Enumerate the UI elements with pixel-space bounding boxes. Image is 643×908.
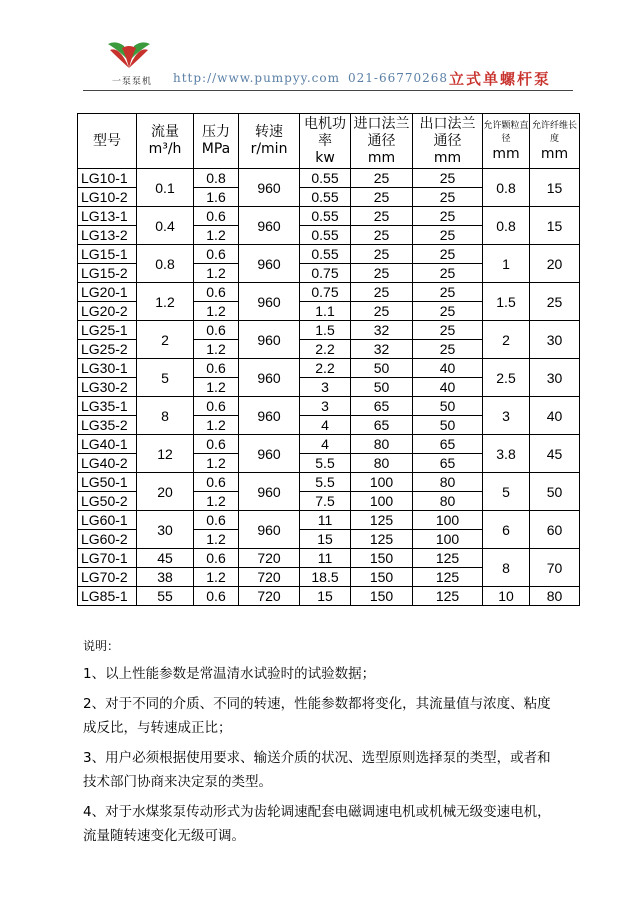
table-cell: LG25-2 xyxy=(78,340,137,359)
column-header-label: 允许纤维长度 xyxy=(531,120,577,144)
table-cell: 30 xyxy=(137,511,194,549)
table-cell: 0.55 xyxy=(300,245,351,264)
table-cell: 0.8 xyxy=(137,245,194,283)
table-cell: 55 xyxy=(137,587,194,606)
table-cell: 0.55 xyxy=(300,226,351,245)
table-cell: 50 xyxy=(413,416,483,435)
table-cell: LG50-1 xyxy=(78,473,137,492)
column-header xyxy=(137,114,194,169)
table-cell: 125 xyxy=(413,549,483,568)
table-cell: LG35-1 xyxy=(78,397,137,416)
table-cell: 8 xyxy=(137,397,194,435)
table-cell: 20 xyxy=(530,245,580,283)
table-cell: 100 xyxy=(413,511,483,530)
table-cell: 50 xyxy=(530,473,580,511)
table-cell: 38 xyxy=(137,568,194,587)
table-cell: 10 xyxy=(483,587,530,606)
column-header xyxy=(239,114,300,169)
table-cell: 100 xyxy=(351,492,413,511)
column-header xyxy=(300,114,351,169)
column-header-unit: mm xyxy=(540,145,569,162)
table-cell: 960 xyxy=(239,207,300,245)
notes-section xyxy=(83,638,563,854)
table-cell: LG35-2 xyxy=(78,416,137,435)
column-header xyxy=(194,114,239,169)
table-cell: 32 xyxy=(351,340,413,359)
table-cell: LG10-2 xyxy=(78,188,137,207)
table-cell: 1.1 xyxy=(300,302,351,321)
table-cell: 50 xyxy=(351,378,413,397)
product-title: 立式单螺杆泵 xyxy=(449,70,552,88)
table-cell: 80 xyxy=(413,473,483,492)
header-divider xyxy=(83,90,573,91)
column-header-label: 进口法兰通径 xyxy=(353,115,410,149)
table-cell: 100 xyxy=(413,530,483,549)
table-cell: 65 xyxy=(413,454,483,473)
table-cell: 0.1 xyxy=(137,169,194,207)
table-cell: 6 xyxy=(483,511,530,549)
table-cell: 3 xyxy=(300,378,351,397)
table-cell: 80 xyxy=(413,492,483,511)
table-cell: 960 xyxy=(239,359,300,397)
table-cell: 0.75 xyxy=(300,264,351,283)
table-cell: LG10-1 xyxy=(78,169,137,188)
table-cell: 960 xyxy=(239,511,300,549)
phone-number: 021-66770268 xyxy=(348,71,449,85)
table-cell: 0.6 xyxy=(194,435,239,454)
table-cell: 1.2 xyxy=(194,378,239,397)
table-row xyxy=(78,397,580,416)
table-cell: 0.6 xyxy=(194,511,239,530)
table-cell: 1.2 xyxy=(194,340,239,359)
table-cell: 25 xyxy=(351,207,413,226)
table-row xyxy=(78,587,580,606)
table-cell: 18.5 xyxy=(300,568,351,587)
note-item: 4、对于水煤浆泵传动形式为齿轮调速配套电磁调速电机或机械无级变速电机，流量随转速变化无级可调。 xyxy=(83,804,551,844)
table-cell: 0.6 xyxy=(194,245,239,264)
table-cell: 5.5 xyxy=(300,454,351,473)
table-cell: 0.6 xyxy=(194,549,239,568)
column-header-unit: MPa xyxy=(201,141,231,157)
table-cell: 15 xyxy=(300,587,351,606)
table-cell: LG60-1 xyxy=(78,511,137,530)
table-cell: 1.6 xyxy=(194,188,239,207)
website-url: http://www.pumpyy.com xyxy=(173,71,340,85)
table-cell: 0.55 xyxy=(300,188,351,207)
table-cell: 0.75 xyxy=(300,283,351,302)
table-cell: 25 xyxy=(413,321,483,340)
table-cell: 2 xyxy=(137,321,194,359)
table-cell: 25 xyxy=(351,283,413,302)
table-cell: 0.6 xyxy=(194,473,239,492)
table-cell: 15 xyxy=(530,207,580,245)
table-row xyxy=(78,511,580,530)
table-cell: 40 xyxy=(413,378,483,397)
table-cell: 25 xyxy=(530,283,580,321)
table-cell: 0.6 xyxy=(194,587,239,606)
table-cell: 0.55 xyxy=(300,169,351,188)
table-cell: 65 xyxy=(351,397,413,416)
table-row xyxy=(78,473,580,492)
table-cell: LG15-2 xyxy=(78,264,137,283)
table-cell: 40 xyxy=(413,359,483,378)
table-cell: LG30-1 xyxy=(78,359,137,378)
table-cell: LG50-2 xyxy=(78,492,137,511)
table-cell: 960 xyxy=(239,473,300,511)
column-header-label: 型号 xyxy=(93,132,121,149)
table-cell: 100 xyxy=(351,473,413,492)
brand-name: 一泵泵机 xyxy=(112,77,153,87)
note-item: 1、以上性能参数是常温清水试验时的试验数据； xyxy=(83,666,376,682)
column-header-label: 出口法兰通径 xyxy=(419,115,476,149)
table-cell: 25 xyxy=(413,207,483,226)
table-cell: 3 xyxy=(483,397,530,435)
table-cell: 65 xyxy=(413,435,483,454)
column-header-unit: mm xyxy=(367,149,396,166)
table-row xyxy=(78,321,580,340)
table-cell: 2.2 xyxy=(300,359,351,378)
column-header xyxy=(413,114,483,169)
table-cell: 25 xyxy=(413,302,483,321)
table-cell: 25 xyxy=(413,283,483,302)
column-header xyxy=(78,114,137,169)
table-cell: LG70-2 xyxy=(78,568,137,587)
table-cell: 0.55 xyxy=(300,207,351,226)
table-cell: 720 xyxy=(239,587,300,606)
table-cell: 1.2 xyxy=(194,416,239,435)
table-cell: 2 xyxy=(483,321,530,359)
table-cell: 960 xyxy=(239,435,300,473)
table-cell: 2.5 xyxy=(483,359,530,397)
table-cell: 0.8 xyxy=(194,169,239,188)
table-cell: LG15-1 xyxy=(78,245,137,264)
table-cell: 1.5 xyxy=(483,283,530,321)
table-cell: 960 xyxy=(239,169,300,207)
table-cell: 25 xyxy=(413,264,483,283)
table-cell: 5 xyxy=(483,473,530,511)
table-cell: 25 xyxy=(413,169,483,188)
table-cell: 25 xyxy=(351,188,413,207)
table-cell: LG13-1 xyxy=(78,207,137,226)
table-cell: 960 xyxy=(239,283,300,321)
column-header-unit: mm xyxy=(492,145,520,162)
table-cell: LG60-2 xyxy=(78,530,137,549)
table-cell: 960 xyxy=(239,397,300,435)
table-cell: 45 xyxy=(530,435,580,473)
table-cell: LG13-2 xyxy=(78,226,137,245)
table-cell: 15 xyxy=(530,169,580,207)
table-cell: 0.4 xyxy=(137,207,194,245)
column-header-unit: mm xyxy=(433,149,462,166)
table-cell: 0.8 xyxy=(483,207,530,245)
column-header-label: 允许颗粒直径 xyxy=(483,120,529,144)
table-cell: 1.2 xyxy=(194,226,239,245)
table-cell: 12 xyxy=(137,435,194,473)
table-cell: 25 xyxy=(351,264,413,283)
table-cell: 1.2 xyxy=(137,283,194,321)
table-cell: 11 xyxy=(300,511,351,530)
table-cell: 960 xyxy=(239,245,300,283)
column-header xyxy=(351,114,413,169)
table-cell: LG40-1 xyxy=(78,435,137,454)
note-item: 2、对于不同的介质、不同的转速，性能参数都将变化，其流量值与浓度、粘度成反比，与转速成正比； xyxy=(83,696,551,736)
table-cell: 0.6 xyxy=(194,397,239,416)
table-cell: LG20-2 xyxy=(78,302,137,321)
table-cell: 0.6 xyxy=(194,321,239,340)
column-header xyxy=(483,114,530,169)
table-cell: 25 xyxy=(351,169,413,188)
table-cell: 32 xyxy=(351,321,413,340)
header-row xyxy=(78,114,580,169)
table-cell: 3 xyxy=(300,397,351,416)
table-cell: LG40-2 xyxy=(78,454,137,473)
table-row xyxy=(78,207,580,226)
table-cell: 1.2 xyxy=(194,492,239,511)
table-cell: 11 xyxy=(300,549,351,568)
table-cell: 45 xyxy=(137,549,194,568)
column-header xyxy=(530,114,580,169)
table-row xyxy=(78,169,580,188)
table-cell: 125 xyxy=(413,587,483,606)
table-cell: 4 xyxy=(300,435,351,454)
table-cell: 25 xyxy=(351,245,413,264)
table-row xyxy=(78,359,580,378)
table-cell: 25 xyxy=(413,188,483,207)
table-cell: 1.2 xyxy=(194,264,239,283)
spec-table-body xyxy=(78,169,580,606)
table-cell: 1.5 xyxy=(300,321,351,340)
table-cell: 125 xyxy=(413,568,483,587)
table-cell: LG25-1 xyxy=(78,321,137,340)
table-cell: 150 xyxy=(351,549,413,568)
table-cell: 80 xyxy=(530,587,580,606)
table-cell: 25 xyxy=(413,245,483,264)
table-cell: 25 xyxy=(413,226,483,245)
company-logo-icon xyxy=(104,40,154,72)
table-cell: 25 xyxy=(351,226,413,245)
table-cell: 80 xyxy=(351,454,413,473)
table-cell: 15 xyxy=(300,530,351,549)
column-header-label: 电机功率 xyxy=(304,115,346,149)
table-cell: 40 xyxy=(530,397,580,435)
table-cell: 70 xyxy=(530,549,580,587)
table-cell: 5.5 xyxy=(300,473,351,492)
table-cell: 25 xyxy=(413,340,483,359)
column-header-unit: m³/h xyxy=(148,141,182,157)
table-cell: 0.6 xyxy=(194,359,239,378)
column-header-unit: r/min xyxy=(250,141,288,157)
table-row xyxy=(78,283,580,302)
table-cell: 0.6 xyxy=(194,283,239,302)
table-cell: 125 xyxy=(351,530,413,549)
table-cell: 50 xyxy=(351,359,413,378)
table-cell: 2.2 xyxy=(300,340,351,359)
table-cell: 1.2 xyxy=(194,454,239,473)
table-cell: 65 xyxy=(351,416,413,435)
table-cell: 960 xyxy=(239,321,300,359)
table-cell: 4 xyxy=(300,416,351,435)
table-cell: 25 xyxy=(351,302,413,321)
table-cell: 150 xyxy=(351,587,413,606)
table-cell: 1.2 xyxy=(194,568,239,587)
column-header-label: 压力 xyxy=(202,124,230,140)
table-cell: 720 xyxy=(239,568,300,587)
table-cell: 125 xyxy=(351,511,413,530)
table-row xyxy=(78,435,580,454)
table-cell: 1.2 xyxy=(194,302,239,321)
table-cell: LG85-1 xyxy=(78,587,137,606)
table-cell: 50 xyxy=(413,397,483,416)
table-cell: LG20-1 xyxy=(78,283,137,302)
table-cell: 150 xyxy=(351,568,413,587)
table-cell: LG70-1 xyxy=(78,549,137,568)
spec-table xyxy=(77,113,580,606)
column-header-label: 转速 xyxy=(255,124,283,140)
note-item: 3、用户必须根据使用要求、输送介质的状况、选型原则选择泵的类型，或者和技术部门协商来决定泵的类型。 xyxy=(83,750,551,790)
table-cell: 1 xyxy=(483,245,530,283)
table-cell: 0.6 xyxy=(194,207,239,226)
table-row xyxy=(78,549,580,568)
table-row xyxy=(78,245,580,264)
notes-title: 说明： xyxy=(83,639,120,653)
table-cell: 80 xyxy=(351,435,413,454)
table-cell: 7.5 xyxy=(300,492,351,511)
table-cell: 1.2 xyxy=(194,530,239,549)
column-header-label: 流量 xyxy=(151,124,179,140)
table-cell: 30 xyxy=(530,359,580,397)
table-cell: 60 xyxy=(530,511,580,549)
column-header-unit: kw xyxy=(315,149,335,166)
table-cell: 3.8 xyxy=(483,435,530,473)
table-cell: 20 xyxy=(137,473,194,511)
table-cell: 0.8 xyxy=(483,169,530,207)
table-cell: 30 xyxy=(530,321,580,359)
table-cell: 8 xyxy=(483,549,530,587)
table-cell: 5 xyxy=(137,359,194,397)
table-cell: 720 xyxy=(239,549,300,568)
table-cell: LG30-2 xyxy=(78,378,137,397)
